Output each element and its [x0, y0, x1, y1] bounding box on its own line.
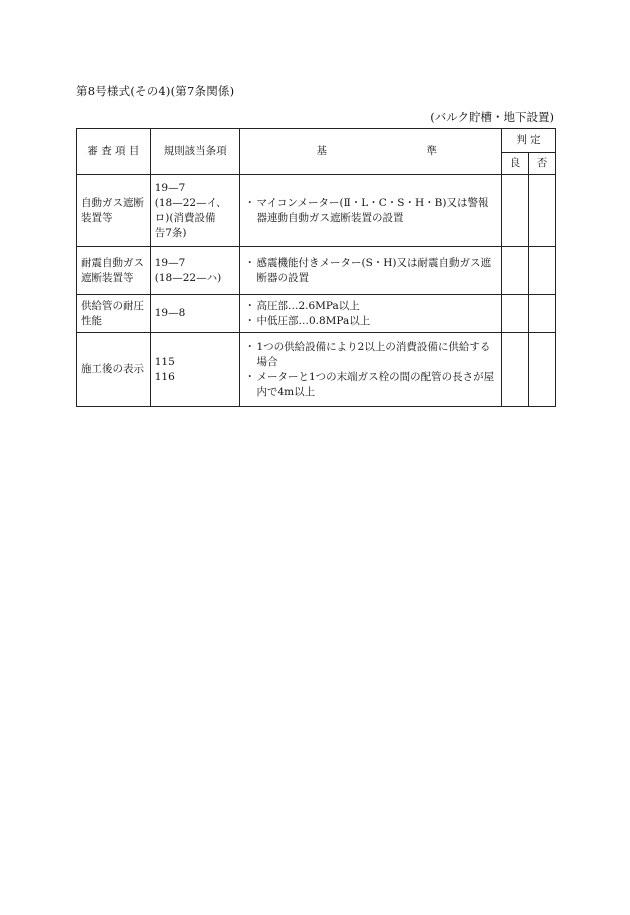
- criteria-item: ・ 中低圧部…0.8MPa以上: [244, 314, 497, 329]
- row-item: 耐震自動ガス遮断装置等: [77, 247, 151, 295]
- header-rule: [150, 129, 240, 175]
- rule-line: 115: [154, 355, 175, 368]
- row-rule: [150, 333, 240, 407]
- criteria-item: ・ 高圧部…2.6MPa以上: [244, 299, 497, 314]
- criteria-item: ・ メーターと1つの末端ガス栓の間の配管の長さが屋内で4m以上: [244, 370, 497, 400]
- header-item: [77, 129, 151, 175]
- judge-bad-cell[interactable]: [529, 333, 556, 407]
- table-row: [77, 333, 556, 407]
- inspection-table: [76, 128, 556, 407]
- header-criteria: [240, 129, 502, 175]
- header-bad: 否: [529, 153, 556, 175]
- header-good: 良: [502, 153, 529, 175]
- rule-line: (18—22—イ、: [154, 196, 227, 209]
- rule-line: 116: [154, 370, 175, 383]
- rule-line: ロ)(消費設備: [154, 211, 216, 224]
- row-criteria: [240, 175, 502, 247]
- rule-line: 19—7: [154, 256, 186, 269]
- rule-line: 告7条): [154, 226, 187, 239]
- criteria-item: ・ マイコンメーター(Ⅱ・L・C・S・H・B)又は警報器連動自動ガス遮断装置の設置: [244, 196, 497, 226]
- criteria-item: ・ 1つの供給設備により2以上の消費設備に供給する場合: [244, 340, 497, 370]
- row-criteria: [240, 247, 502, 295]
- form-subtitle: (バルク貯槽・地下設置): [430, 110, 554, 124]
- header-criteria-right: 準: [426, 145, 438, 157]
- judge-good-cell[interactable]: [502, 295, 529, 333]
- table-row: [77, 247, 556, 295]
- row-rule: [150, 295, 240, 333]
- header-judgement-label: 判 定: [516, 134, 541, 146]
- header-criteria-left: 基: [316, 145, 327, 157]
- judge-bad-cell[interactable]: [529, 295, 556, 333]
- row-item: 供給管の耐圧性能: [77, 295, 151, 333]
- judge-good-cell[interactable]: [502, 333, 529, 407]
- header-rule-label: 規則該当条項: [163, 145, 227, 157]
- rule-line: 19—7: [154, 181, 186, 194]
- row-item: 自動ガス遮断装置等: [77, 175, 151, 247]
- judge-bad-cell[interactable]: [529, 247, 556, 295]
- criteria-item: ・ 感震機能付きメーター(S・H)又は耐震自動ガス遮断器の設置: [244, 256, 497, 286]
- table-row: [77, 175, 556, 247]
- rule-line: 19—8: [154, 307, 186, 319]
- rule-line: (18—22—ハ): [154, 271, 222, 284]
- judge-bad-cell[interactable]: [529, 175, 556, 247]
- row-criteria: [240, 295, 502, 333]
- header-item-label: 審 査 項 目: [87, 145, 140, 157]
- row-rule: [150, 247, 240, 295]
- judge-good-cell[interactable]: [502, 175, 529, 247]
- row-criteria: [240, 333, 502, 407]
- header-judgement: [502, 129, 556, 153]
- judge-good-cell[interactable]: [502, 247, 529, 295]
- row-rule: [150, 175, 240, 247]
- row-item: 施工後の表示: [77, 333, 151, 407]
- table-row: [77, 295, 556, 333]
- form-title: 第8号様式(その4)(第7条関係): [76, 84, 235, 98]
